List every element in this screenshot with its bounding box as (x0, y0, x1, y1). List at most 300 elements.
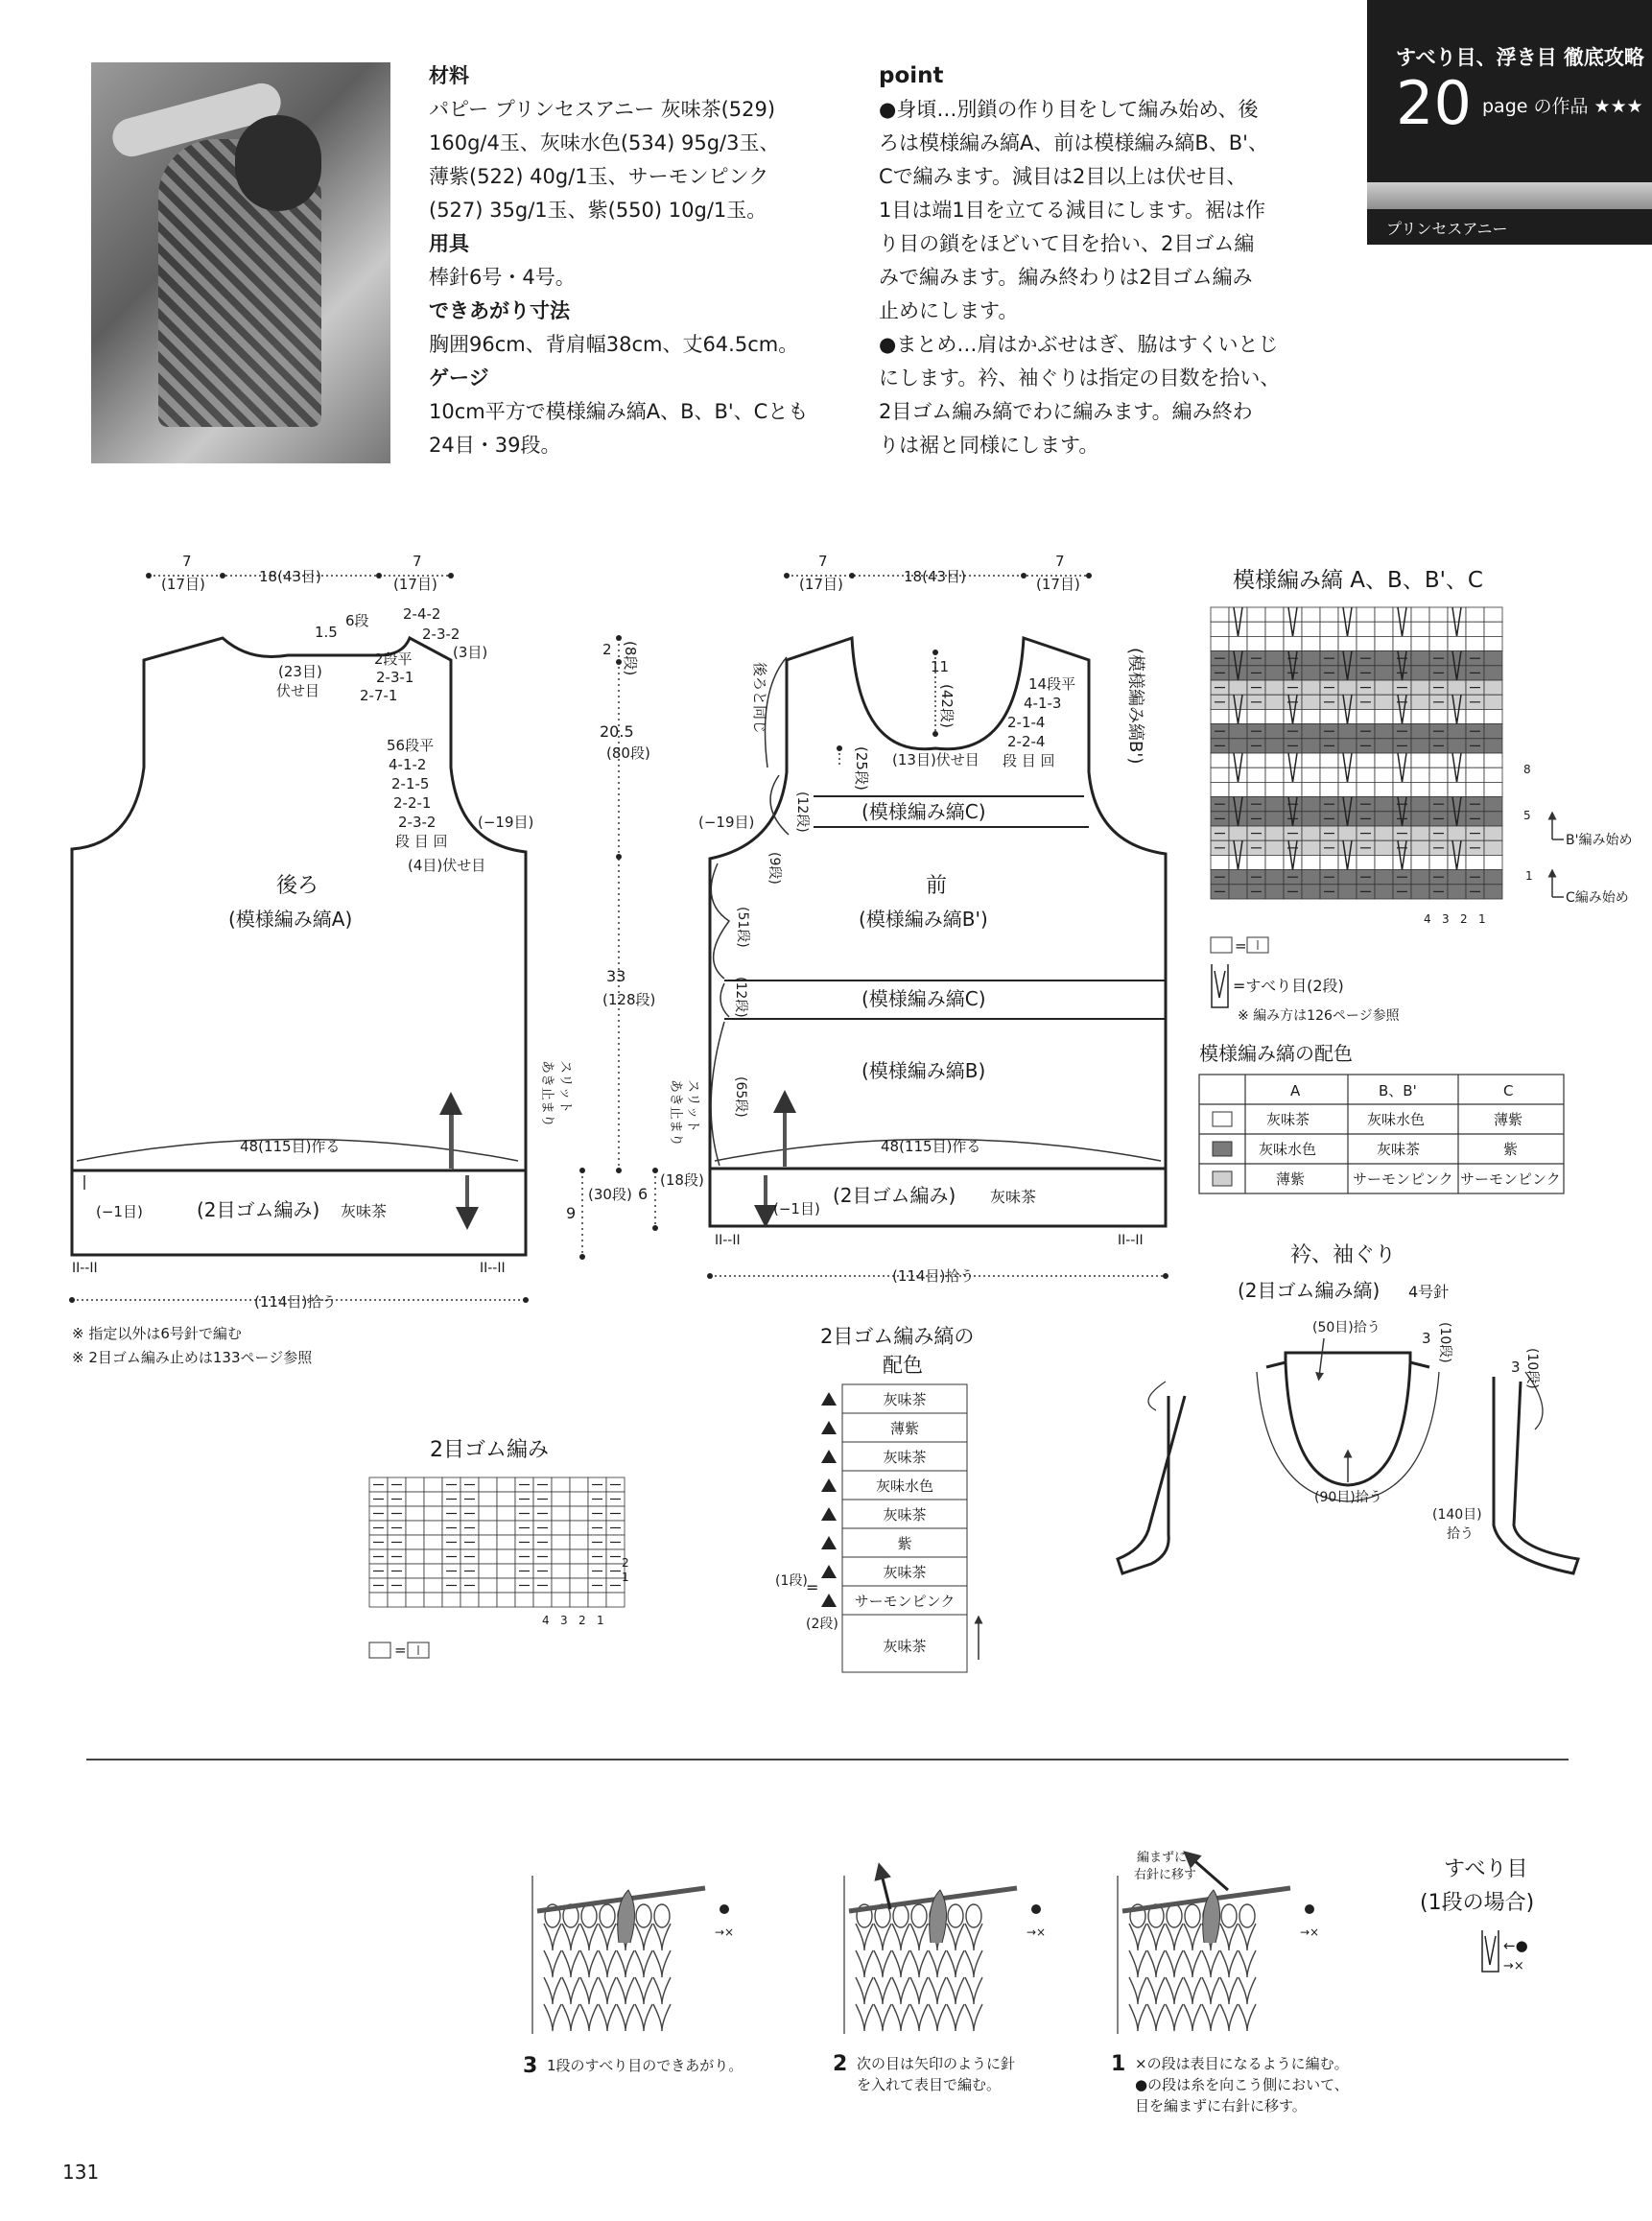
back-arm-dec: 段 目 回 (395, 833, 448, 850)
stitch-loop (1129, 1950, 1146, 1977)
stripe-cell (1211, 709, 1229, 723)
front-slit: スリット (685, 1079, 700, 1133)
corner-number: 20 (1396, 68, 1472, 138)
rib-stripe-color: 灰味茶 (883, 1506, 927, 1524)
stripe-cell (1411, 724, 1429, 739)
stripe-cell (1247, 753, 1265, 768)
back-cast-on: 48(115目)作る (240, 1138, 341, 1155)
back-neck-dec: (3目) (453, 644, 488, 661)
front-neck-dec: 2-2-4 (1007, 733, 1046, 750)
front-neck-depth: 11 (931, 658, 950, 675)
rib-cell (552, 1564, 570, 1578)
stripe-cell (1375, 636, 1393, 650)
stitch-loop (947, 1950, 964, 1977)
stripe-cell (1357, 636, 1375, 650)
stripe-cell (1338, 695, 1357, 709)
stitch-loop (929, 1977, 946, 2004)
dim-body-rows: (128段) (602, 991, 656, 1008)
rib-row-label: 2 (622, 1556, 629, 1570)
stripe-cell (1375, 695, 1393, 709)
stitch-loop (1147, 1977, 1165, 2004)
stitch-loop (856, 2004, 873, 2031)
stripe-cell (1429, 607, 1448, 622)
stripe-cell (1229, 607, 1247, 622)
point-line: り目の鎖をほどいて目を拾い、2目ゴム編 (879, 232, 1255, 255)
stripe-cell (1466, 768, 1484, 782)
stitch-loop (635, 1977, 652, 2004)
stripe-cell (1375, 651, 1393, 666)
stripe-cell (1375, 768, 1393, 782)
back-top-right-sts: (17目) (393, 576, 437, 593)
color-cell: 灰味茶 (1377, 1141, 1421, 1158)
stripe-cell (1265, 840, 1284, 855)
slip-stitch-icon (1482, 1930, 1499, 1972)
stripe-cell (1265, 680, 1284, 695)
front-neck-dec: 2-1-4 (1007, 714, 1046, 731)
stripe-cell (1302, 768, 1320, 782)
stripe-cell (1229, 739, 1247, 753)
rib-cell (424, 1492, 442, 1506)
stripe-cell (1484, 709, 1502, 723)
rib-cell (606, 1593, 625, 1607)
rib-cell (588, 1593, 606, 1607)
back-neck-dec2: 2-3-1 (376, 669, 414, 686)
stripe-cell (1448, 651, 1466, 666)
stripe-cell (1338, 885, 1357, 899)
stripe-cell (1265, 666, 1284, 680)
stitch-loop (1147, 2004, 1165, 2031)
stitch-loop (965, 1977, 982, 2004)
stripe-cell (1429, 622, 1448, 636)
stripe-cell (1357, 855, 1375, 869)
front-rows65: (65段) (733, 1076, 748, 1118)
front-neck-rows: (42段) (938, 684, 956, 728)
stripe-cell (1484, 826, 1502, 840)
stitch-loop (965, 2004, 982, 2031)
stitch-loop (635, 1950, 652, 1977)
stitch-loop (1239, 2004, 1256, 2031)
rib-stripes-title2: 配色 (883, 1354, 923, 1377)
stripe-cell (1265, 855, 1284, 869)
stripe-cell (1338, 840, 1357, 855)
stitch-loop (599, 2004, 616, 2031)
stripe-cell (1411, 782, 1429, 796)
stripe-cell (1320, 607, 1338, 622)
stripe-legend-slip: =すべり目(2段) (1233, 977, 1344, 995)
rib-cell (570, 1492, 588, 1506)
point-line: 1目は端1目を立てる減目にします。裾は作 (879, 199, 1266, 222)
point-line: ●身頃…別鎖の作り目をして編み始め、後 (879, 98, 1259, 121)
collar-three-a: 3 (1422, 1330, 1431, 1347)
front-same-as-back: 後ろと同じ (751, 662, 768, 735)
rib-stripe-color: 紫 (897, 1535, 912, 1552)
stripe-cell (1411, 855, 1429, 869)
rib-cell (479, 1506, 497, 1521)
rib-stripe-color: サーモンピンク (854, 1593, 956, 1610)
back-arm-bind: (4目)伏せ目 (408, 857, 486, 874)
front-neck-dec: 14段平 (1028, 675, 1076, 693)
stripe-cell (1411, 695, 1429, 709)
rib-stripes-table (821, 1384, 967, 1672)
stripe-cell (1338, 607, 1357, 622)
rib-cell (497, 1506, 515, 1521)
stitch-loop (1220, 1950, 1238, 1977)
back-arm-dec: 4-1-2 (389, 756, 427, 773)
rib-cell (515, 1593, 533, 1607)
stripe-cell (1375, 812, 1393, 826)
dim-body: 33 (606, 967, 626, 985)
front-pattern: (模様編み縞B') (859, 908, 988, 931)
stripe-cell (1265, 782, 1284, 796)
stripe-cell (1429, 709, 1448, 723)
stripe-cell (1265, 724, 1284, 739)
collar-needle: 4号針 (1408, 1283, 1450, 1301)
stripe-cell (1247, 709, 1265, 723)
back-neck-bind2: 伏せ目 (276, 682, 320, 699)
stripe-cell (1229, 782, 1247, 796)
stripe-cell (1357, 768, 1375, 782)
stripe-cell (1229, 680, 1247, 695)
rib-cell (570, 1578, 588, 1593)
stitch-loop (544, 1977, 561, 2004)
stripe-cell (1211, 753, 1229, 768)
stripe-cell (1302, 753, 1320, 768)
rib-stripes-eq: = (806, 1578, 819, 1596)
stripe-cell (1484, 666, 1502, 680)
rib-cell (570, 1564, 588, 1578)
stripe-col-label: 4 (1424, 912, 1431, 926)
slip-subtitle: (1段の場合) (1420, 1891, 1535, 1915)
rib-cell (406, 1535, 424, 1549)
slip-stitch-icon (1212, 964, 1228, 1007)
point-line: 2目ゴム編み縞でわに編みます。編み終わ (879, 400, 1253, 423)
stripe-row-label: 5 (1523, 809, 1531, 822)
front-rib-minus: (−1目) (773, 1200, 820, 1217)
stripe-cell (1284, 607, 1302, 622)
collar-arcs (1148, 1372, 1543, 1501)
stitch-loop (599, 1977, 616, 2004)
dot-icon (1031, 1904, 1041, 1914)
back-rib-color: 灰味茶 (341, 1202, 388, 1220)
stripe-cell (1211, 782, 1229, 796)
rib-cell (570, 1535, 588, 1549)
rib-cell (479, 1578, 497, 1593)
x-mark: →× (1300, 1926, 1320, 1939)
rib-cell (424, 1593, 442, 1607)
dim-top-rows: (8段) (622, 641, 639, 676)
rib-cell (497, 1535, 515, 1549)
color-cell: 紫 (1503, 1141, 1519, 1158)
stitch-loop (929, 2004, 946, 2031)
stripe-cell (1229, 753, 1247, 768)
stripe-cell (1320, 855, 1338, 869)
front-band3: (模様編み縞B) (861, 1059, 986, 1082)
dim-rib2: 6 (638, 1185, 649, 1203)
rib-cell (497, 1564, 515, 1578)
rib-col-label: 3 (560, 1614, 568, 1627)
front-neck-dec: 段 目 回 (1003, 752, 1055, 769)
step1-note: 右針に移す (1134, 1868, 1197, 1882)
rib-cell (424, 1477, 442, 1492)
collar-arrows (1319, 1338, 1348, 1482)
stripe-cell (1411, 826, 1429, 840)
stripe-cell (1484, 651, 1502, 666)
rib-cell (406, 1549, 424, 1564)
back-top-center: 18(43目) (259, 568, 321, 585)
point-title: point (879, 63, 944, 88)
stripe-cell (1375, 709, 1393, 723)
stripe-cell (1247, 768, 1265, 782)
back-rib-mark: II--II (72, 1261, 98, 1276)
step1-text: ×の段は表目になるように編む。 (1135, 2055, 1349, 2072)
stitch-loop (562, 2004, 579, 2031)
stripe-cell (1411, 709, 1429, 723)
step2-num: 2 (833, 2052, 848, 2076)
stripe-cell (1229, 840, 1247, 855)
stripe-cell (1265, 797, 1284, 812)
rib-cell (552, 1578, 570, 1593)
stripe-cell (1375, 666, 1393, 680)
stripe-cell (1484, 840, 1502, 855)
stitch-loop (892, 2004, 909, 2031)
stripe-cell (1393, 782, 1411, 796)
stripe-cell (1375, 680, 1393, 695)
front-rib: (2目ゴム編み) (833, 1184, 956, 1207)
step1-num: 1 (1111, 2052, 1126, 2076)
stripe-cell (1484, 782, 1502, 796)
stripe-cell (1320, 636, 1338, 650)
stripe-cell (1247, 607, 1265, 622)
stripe-cell (1448, 680, 1466, 695)
stripe-cell (1411, 753, 1429, 768)
stitch-loop (874, 1950, 891, 1977)
stripe-cell (1211, 855, 1229, 869)
stripe-cell (1338, 870, 1357, 885)
dim-rib: 9 (566, 1204, 577, 1222)
stripe-cell (1338, 797, 1357, 812)
stitch-loop (653, 1977, 671, 2004)
rib-col-label: 2 (578, 1614, 586, 1627)
stripe-cell (1429, 782, 1448, 796)
materials-line: パピー プリンセスアニー 灰味茶(529) (429, 98, 776, 121)
stripe-cell (1265, 870, 1284, 885)
stripe-cell (1302, 709, 1320, 723)
stripe-cell (1302, 840, 1320, 855)
stripe-cell (1375, 607, 1393, 622)
stripe-legend-knit: = (1235, 937, 1247, 955)
color-table-header: A (1290, 1082, 1301, 1099)
rib-chart-title: 2目ゴム編み (430, 1438, 549, 1462)
insert-arrow (881, 1871, 890, 1909)
stripe-cell (1484, 739, 1502, 753)
front-rib-mark: II--II (1118, 1233, 1144, 1248)
stripe-cell (1284, 782, 1302, 796)
needle-loop (948, 1904, 963, 1927)
stripe-cell (1411, 636, 1429, 650)
stripe-chart-grid (1211, 607, 1502, 899)
back-neck-bind: (23目) (278, 663, 322, 680)
stripe-cell (1229, 870, 1247, 885)
collar-three-b: 3 (1511, 1359, 1521, 1376)
back-arm-dec: 2-1-5 (391, 775, 430, 792)
step1-note: 編まずに (1137, 1851, 1188, 1865)
stripe-cell (1338, 680, 1357, 695)
stripe-cell (1484, 636, 1502, 650)
stripe-cell (1448, 782, 1466, 796)
stripe-cell (1448, 870, 1466, 885)
stitch-loop (947, 2004, 964, 2031)
stripe-cell (1484, 607, 1502, 622)
stripe-cell (1265, 812, 1284, 826)
rib-cell (479, 1549, 497, 1564)
back-top-left: 7 (182, 553, 192, 570)
tools-title: 用具 (429, 232, 469, 255)
front-band2-rows: (12段) (733, 977, 748, 1018)
triangle-icon (821, 1536, 837, 1549)
triangle-icon (821, 1450, 837, 1463)
stripe-cell (1375, 782, 1393, 796)
rib-cell (406, 1564, 424, 1578)
step1-text: 目を編まずに右針に移す。 (1135, 2097, 1307, 2115)
stitch-loop (1220, 1977, 1238, 2004)
front-rib-mark: II--II (715, 1233, 741, 1248)
dim-arm: 20.5 (600, 722, 634, 741)
stripe-cell (1466, 855, 1484, 869)
back-neck-dec2: 2-7-1 (360, 687, 398, 704)
rib-cell (424, 1564, 442, 1578)
stripe-cell (1429, 636, 1448, 650)
back-neck-step: 1.5 (315, 624, 338, 641)
needle-loop (911, 1904, 927, 1927)
stripe-cell (1338, 636, 1357, 650)
back-arm-minus: (−19目) (478, 814, 534, 831)
rib-cell (460, 1593, 479, 1607)
slip-legend-dot: ←● (1503, 1937, 1528, 1954)
stripe-cell (1484, 680, 1502, 695)
rib-cell (570, 1593, 588, 1607)
front-top-left: 7 (818, 553, 828, 570)
stripe-start-arrows (1552, 815, 1564, 897)
stripe-cell (1393, 636, 1411, 650)
stripe-cell (1265, 607, 1284, 622)
front-cast-on: 48(115目)作る (881, 1138, 981, 1155)
front-top-center: 18(43目) (904, 568, 966, 585)
rib-cell (497, 1521, 515, 1535)
needle-loop (581, 1904, 597, 1927)
dim-arm-rows: (80段) (606, 744, 650, 762)
back-top-left-sts: (17目) (161, 576, 205, 593)
stripe-cell (1302, 607, 1320, 622)
stitch-loop (635, 2004, 652, 2031)
triangle-icon (821, 1507, 837, 1521)
stripe-cell (1375, 870, 1393, 885)
stripe-cell (1302, 622, 1320, 636)
stripe-cell (1302, 636, 1320, 650)
stitch-loop (1129, 2004, 1146, 2031)
stripe-cell (1466, 753, 1484, 768)
rib-cell (497, 1593, 515, 1607)
rib-legend: = (394, 1642, 407, 1659)
rib-stripe-color: 灰味茶 (883, 1449, 927, 1466)
color-cell: 薄紫 (1494, 1111, 1523, 1128)
needle-loop (1239, 1904, 1255, 1927)
materials-line: 薄紫(522) 40g/1玉、サーモンピンク (429, 165, 769, 188)
rib-cell (479, 1564, 497, 1578)
rib-stripe-color: 灰味茶 (883, 1391, 927, 1408)
front-side-label: (模様編み縞B') (1125, 648, 1145, 765)
dot-icon (1305, 1904, 1314, 1914)
stripe-cell (1484, 855, 1502, 869)
needle-loop (654, 1904, 670, 1927)
rib-cell (479, 1492, 497, 1506)
stripe-cell (1411, 840, 1429, 855)
back-neck-dec: 2-4-2 (403, 605, 441, 623)
back-arm-dec: 2-3-2 (398, 814, 437, 831)
rib-cell (552, 1535, 570, 1549)
stripe-cell (1265, 709, 1284, 723)
stripe-cell (1448, 840, 1466, 855)
stripe-cell (1484, 724, 1502, 739)
stripe-cell (1466, 709, 1484, 723)
stripe-col-label: 2 (1460, 912, 1468, 926)
corner-page-label: page の作品 ★★★ (1482, 96, 1643, 117)
stripe-cell (1211, 607, 1229, 622)
stripe-cell (1229, 797, 1247, 812)
color-cell: 薄紫 (1276, 1170, 1306, 1188)
needle-loop (1221, 1904, 1237, 1927)
front-top-left-sts: (17目) (799, 576, 843, 593)
stripe-cell (1411, 768, 1429, 782)
stripe-cell (1265, 885, 1284, 899)
stitch-loop (1220, 2004, 1238, 2031)
rib-cell (406, 1492, 424, 1506)
stripe-cell (1229, 724, 1247, 739)
stitch-loop (965, 1950, 982, 1977)
stripe-cell (1448, 753, 1466, 768)
stripe-cell (1411, 812, 1429, 826)
stitch-loop (617, 1977, 634, 2004)
stitch-loop (580, 1977, 598, 2004)
stripe-cell (1448, 739, 1466, 753)
rib-stripes-row2: (2段) (806, 1617, 838, 1632)
needle-loop (966, 1904, 981, 1927)
stripe-cell (1375, 724, 1393, 739)
stripe-cell (1320, 753, 1338, 768)
color-table-header: B、B' (1379, 1082, 1417, 1099)
stripe-cell (1302, 855, 1320, 869)
materials-line: (527) 35g/1玉、紫(550) 10g/1玉。 (429, 199, 767, 222)
stripe-cell (1375, 739, 1393, 753)
materials-line: 160g/4玉、灰味水色(534) 95g/3玉、 (429, 131, 780, 154)
stripe-cell (1484, 768, 1502, 782)
stripe-col-label: 1 (1478, 912, 1486, 926)
stripe-cell (1375, 797, 1393, 812)
rib-chart-grid (369, 1477, 625, 1607)
rib-cell (406, 1521, 424, 1535)
page-number: 131 (62, 2161, 100, 2184)
front-name: 前 (926, 874, 948, 898)
stitch-loop (1129, 1977, 1146, 2004)
size-text: 胸囲96cm、背肩幅38cm、丈64.5cm。 (429, 333, 799, 356)
front-top-right-sts: (17目) (1036, 576, 1080, 593)
rib-cell (424, 1506, 442, 1521)
stripe-cell (1466, 782, 1484, 796)
rib-cell (552, 1593, 570, 1607)
stitch-loop (580, 2004, 598, 2031)
gauge-line: 10cm平方で模様編み縞A、B、B'、Cとも (429, 400, 809, 423)
collar-pick90: (90目)拾う (1314, 1490, 1382, 1505)
collar-pick140: (140目) (1432, 1507, 1482, 1523)
